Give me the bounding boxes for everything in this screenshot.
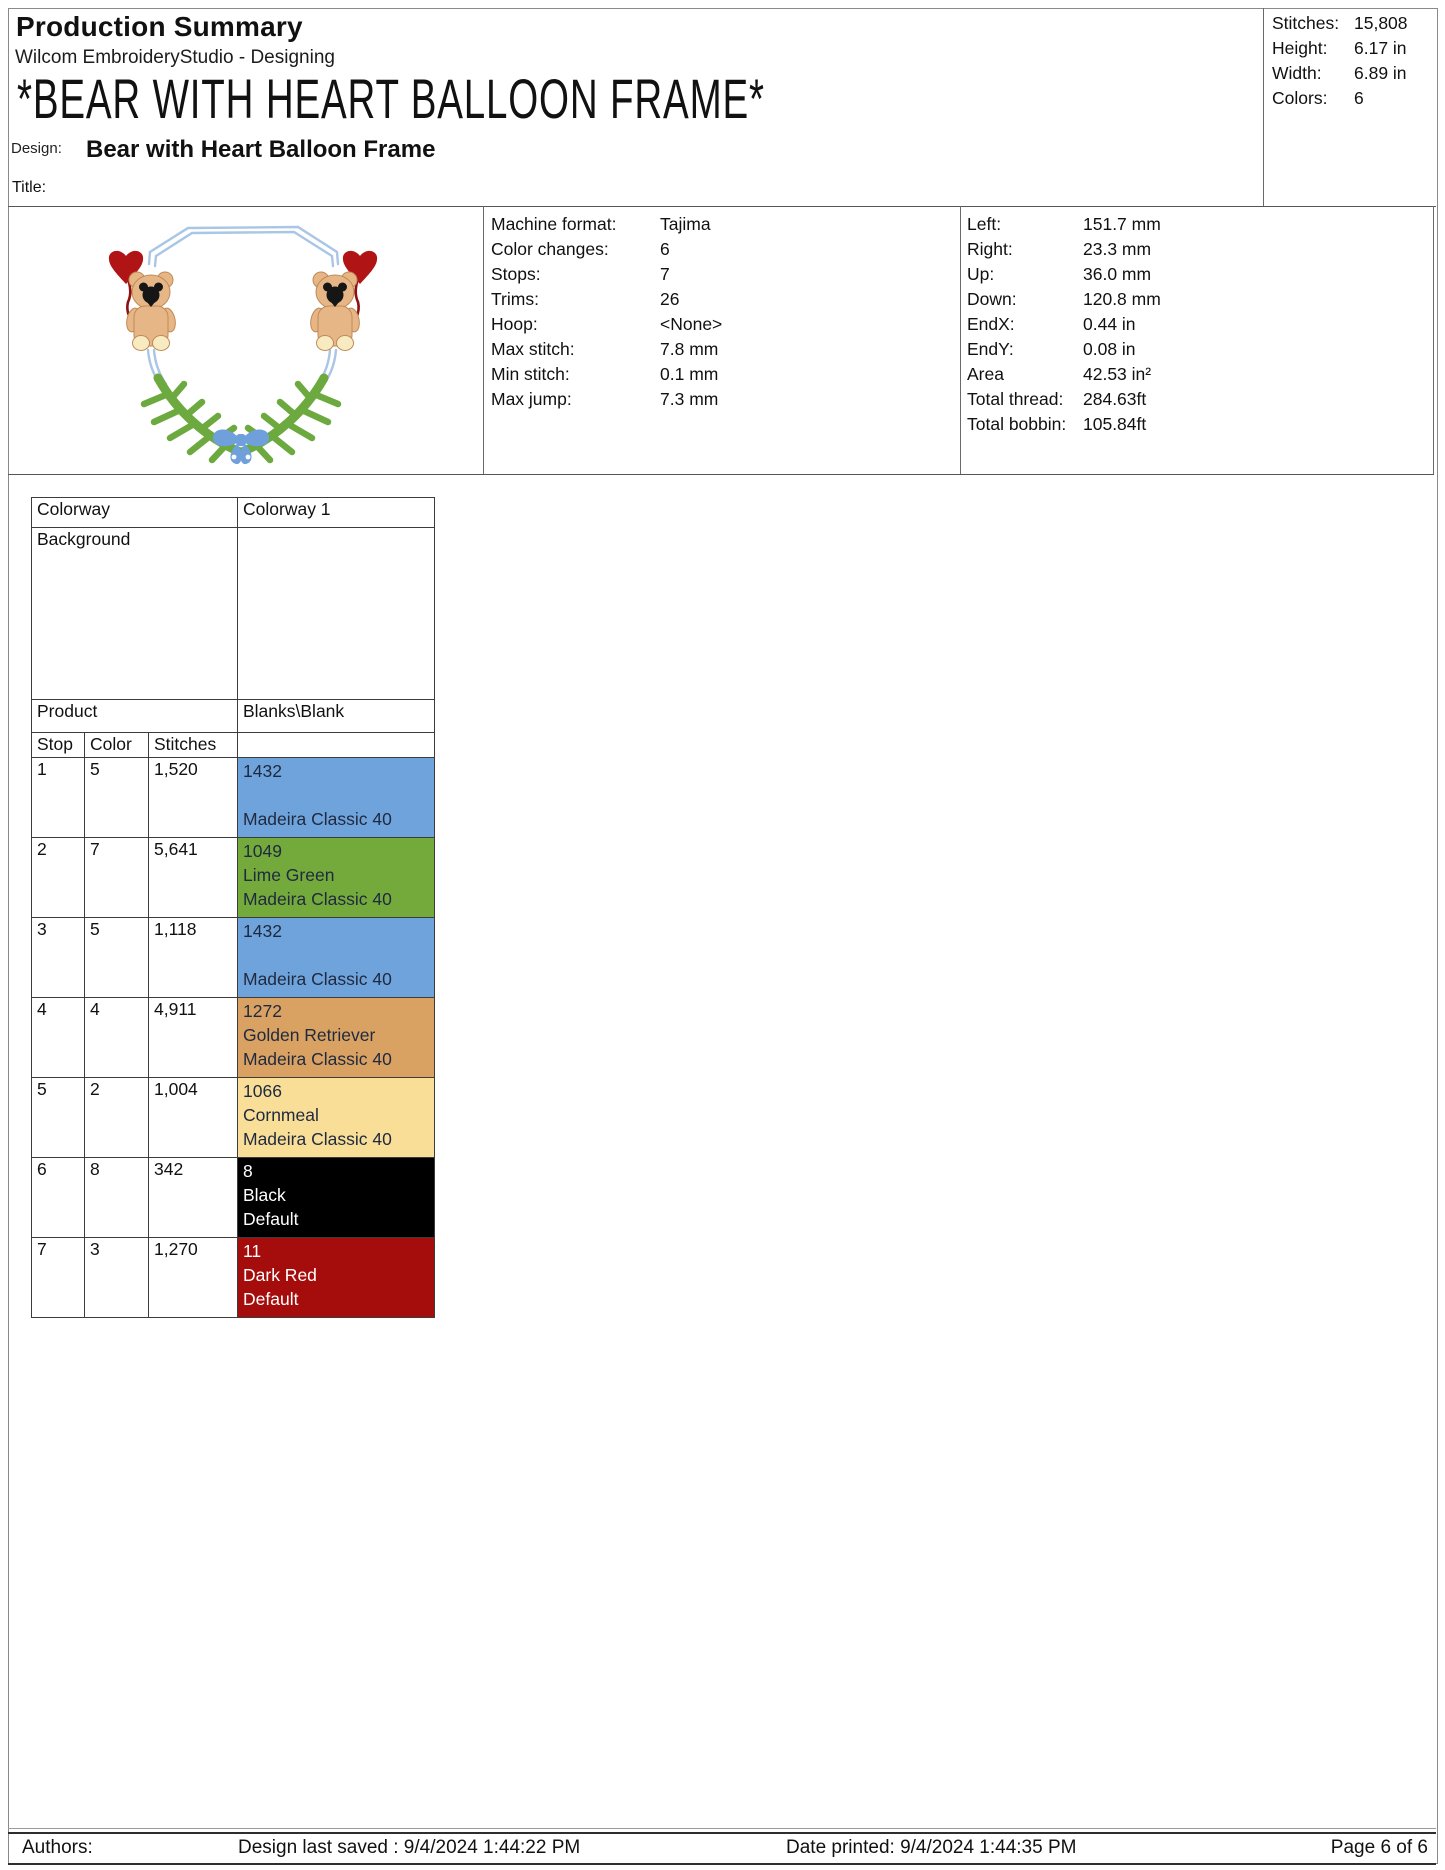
info-row xyxy=(967,212,1161,237)
thread-row xyxy=(32,838,435,918)
info-label: Down: xyxy=(967,289,1017,309)
preview-info-divider xyxy=(483,206,484,474)
info-label: Width: xyxy=(1272,63,1322,83)
stitches-cell: 1,004 xyxy=(149,1078,238,1158)
color-cell: 5 xyxy=(85,758,149,838)
info-label: Total bobbin: xyxy=(967,414,1067,434)
info-row xyxy=(491,362,722,387)
thread-brand: Madeira Classic 40 xyxy=(243,1129,392,1149)
thread-swatch-cell xyxy=(238,758,435,838)
footer-hairline xyxy=(8,1828,1436,1829)
stencil-design-title: *BEAR WITH HEART BALLOON FRAME* xyxy=(17,67,765,130)
design-label: Design: xyxy=(11,140,62,157)
thread-brand: Madeira Classic 40 xyxy=(243,809,392,829)
thread-brand: Madeira Classic 40 xyxy=(243,969,392,989)
col-header-stitches: Stitches xyxy=(149,733,238,758)
color-cell: 4 xyxy=(85,998,149,1078)
stop-cell: 7 xyxy=(32,1238,85,1318)
info-row xyxy=(967,287,1161,312)
info-label: Max jump: xyxy=(491,389,572,409)
colorway-label: Colorway xyxy=(32,498,238,528)
info-value: Tajima xyxy=(660,214,711,234)
color-cell: 2 xyxy=(85,1078,149,1158)
thread-brand: Default xyxy=(243,1209,299,1229)
thread-name: Lime Green xyxy=(243,865,335,885)
footer-bar xyxy=(8,1832,1436,1865)
info-label: Height: xyxy=(1272,38,1328,58)
stop-cell: 3 xyxy=(32,918,85,998)
info-label: Stops: xyxy=(491,264,541,284)
info-label: EndY: xyxy=(967,339,1014,359)
info-value: 0.44 in xyxy=(1083,314,1136,334)
design-last-saved: Design last saved : 9/4/2024 1:44:22 PM xyxy=(238,1837,581,1858)
colorway-value: Colorway 1 xyxy=(238,498,435,528)
info-row xyxy=(967,387,1161,412)
thread-brand: Madeira Classic 40 xyxy=(243,1049,392,1069)
thread-swatch-cell xyxy=(238,838,435,918)
thread-code: 1066 xyxy=(243,1081,282,1101)
info-value: 7.8 mm xyxy=(660,339,719,359)
info-row xyxy=(967,362,1161,387)
info-row xyxy=(491,312,722,337)
info-row xyxy=(967,262,1161,287)
thread-brand: Madeira Classic 40 xyxy=(243,889,392,909)
info-row xyxy=(1272,11,1408,36)
info-value: 7 xyxy=(660,264,670,284)
background-row xyxy=(32,528,435,700)
thread-code: 1272 xyxy=(243,1001,282,1021)
thread-row xyxy=(32,1158,435,1238)
background-swatch xyxy=(238,528,435,700)
page-number: Page 6 of 6 xyxy=(1330,1837,1428,1858)
thread-code: 11 xyxy=(243,1241,262,1261)
summary-stats-panel xyxy=(1272,11,1408,111)
colorway-table xyxy=(31,497,435,1318)
thread-name xyxy=(243,943,429,967)
info-value: <None> xyxy=(660,314,723,334)
info-row xyxy=(491,237,722,262)
thread-row xyxy=(32,1238,435,1318)
info-bottom-border xyxy=(8,474,1434,475)
thread-code: 1049 xyxy=(243,841,282,861)
info-label: Colors: xyxy=(1272,88,1328,108)
info-row xyxy=(967,312,1161,337)
thread-code: 8 xyxy=(243,1161,253,1181)
info-label: Color changes: xyxy=(491,239,609,259)
thread-brand: Default xyxy=(243,1289,299,1309)
info-value: 0.1 mm xyxy=(660,364,719,384)
info-value: 26 xyxy=(660,289,680,309)
position-info-panel xyxy=(967,212,1161,437)
info-value: 6 xyxy=(1354,88,1364,108)
info-row xyxy=(491,337,722,362)
info-value: 42.53 in² xyxy=(1083,364,1152,384)
info-label: Area xyxy=(967,364,1004,384)
info-label: Machine format: xyxy=(491,214,617,234)
info-row xyxy=(491,262,722,287)
info-value: 23.3 mm xyxy=(1083,239,1152,259)
info-label: Left: xyxy=(967,214,1002,234)
color-cell: 3 xyxy=(85,1238,149,1318)
info-row xyxy=(967,412,1161,437)
teddy-bear-right xyxy=(309,272,362,351)
stats-box-divider xyxy=(1263,8,1264,206)
info-label: Stitches: xyxy=(1272,13,1340,33)
product-value: Blanks\Blank xyxy=(238,700,435,733)
info-value: 6.89 in xyxy=(1354,63,1407,83)
thread-row xyxy=(32,758,435,838)
info-value: 6 xyxy=(660,239,670,259)
info-row xyxy=(1272,86,1408,111)
info-label: EndX: xyxy=(967,314,1015,334)
page-title: Production Summary xyxy=(16,11,303,42)
product-label: Product xyxy=(32,700,238,733)
column-header-row xyxy=(32,733,435,758)
info-label: Up: xyxy=(967,264,995,284)
stop-cell: 2 xyxy=(32,838,85,918)
info-row xyxy=(967,237,1161,262)
info-row xyxy=(491,287,722,312)
info-value: 284.63ft xyxy=(1083,389,1147,409)
thread-swatch-cell xyxy=(238,1078,435,1158)
authors-label: Authors: xyxy=(22,1837,93,1858)
thread-name: Golden Retriever xyxy=(243,1025,376,1045)
title-label: Title: xyxy=(12,179,47,196)
thread-name xyxy=(243,783,429,807)
thread-swatch-cell xyxy=(238,998,435,1078)
info-value: 151.7 mm xyxy=(1083,214,1161,234)
thread-name: Cornmeal xyxy=(243,1105,319,1125)
thread-name: Dark Red xyxy=(243,1265,317,1285)
stop-cell: 1 xyxy=(32,758,85,838)
info-value: 6.17 in xyxy=(1354,38,1407,58)
thread-swatch-cell xyxy=(238,1158,435,1238)
thread-swatch-cell xyxy=(238,1238,435,1318)
leaves-left xyxy=(144,378,240,460)
thread-row xyxy=(32,1078,435,1158)
thread-name: Black xyxy=(243,1185,286,1205)
col-header-stop: Stop xyxy=(32,733,85,758)
machine-position-divider xyxy=(960,206,961,474)
thread-swatch-cell xyxy=(238,918,435,998)
info-row xyxy=(491,387,722,412)
info-label: Right: xyxy=(967,239,1013,259)
info-value: 120.8 mm xyxy=(1083,289,1161,309)
stop-cell: 5 xyxy=(32,1078,85,1158)
info-value: 0.08 in xyxy=(1083,339,1136,359)
stitches-cell: 1,520 xyxy=(149,758,238,838)
thread-code: 1432 xyxy=(243,761,282,781)
stitches-cell: 4,911 xyxy=(149,998,238,1078)
design-preview-image xyxy=(92,212,392,470)
info-value: 36.0 mm xyxy=(1083,264,1152,284)
stitches-cell: 342 xyxy=(149,1158,238,1238)
stop-cell: 6 xyxy=(32,1158,85,1238)
color-cell: 8 xyxy=(85,1158,149,1238)
info-label: Min stitch: xyxy=(491,364,570,384)
col-header-thread xyxy=(238,733,435,758)
frame-stems xyxy=(148,350,336,384)
info-row xyxy=(491,212,722,237)
teddy-bear-left xyxy=(125,272,178,351)
header-bottom-border xyxy=(8,206,1436,207)
info-label: Trims: xyxy=(491,289,539,309)
date-printed: Date printed: 9/4/2024 1:44:35 PM xyxy=(786,1837,1077,1858)
app-subtitle: Wilcom EmbroideryStudio - Designing xyxy=(15,47,335,68)
color-cell: 5 xyxy=(85,918,149,998)
info-label: Hoop: xyxy=(491,314,538,334)
thread-row xyxy=(32,998,435,1078)
frame-arc xyxy=(149,227,338,266)
product-row xyxy=(32,700,435,733)
info-right-border xyxy=(1433,206,1434,474)
info-value: 15,808 xyxy=(1354,13,1408,33)
info-row xyxy=(1272,36,1408,61)
stitches-cell: 5,641 xyxy=(149,838,238,918)
col-header-color: Color xyxy=(85,733,149,758)
color-cell: 7 xyxy=(85,838,149,918)
info-row xyxy=(1272,61,1408,86)
stitches-cell: 1,118 xyxy=(149,918,238,998)
leaves-right xyxy=(242,378,338,460)
stop-cell: 4 xyxy=(32,998,85,1078)
design-name: Bear with Heart Balloon Frame xyxy=(86,136,436,163)
info-value: 105.84ft xyxy=(1083,414,1147,434)
thread-row xyxy=(32,918,435,998)
stitches-cell: 1,270 xyxy=(149,1238,238,1318)
background-label: Background xyxy=(32,528,238,700)
thread-code: 1432 xyxy=(243,921,282,941)
machine-info-panel xyxy=(491,212,722,412)
info-value: 7.3 mm xyxy=(660,389,719,409)
info-row xyxy=(967,337,1161,362)
info-label: Max stitch: xyxy=(491,339,575,359)
info-label: Total thread: xyxy=(967,389,1064,409)
colorway-header-row xyxy=(32,498,435,528)
